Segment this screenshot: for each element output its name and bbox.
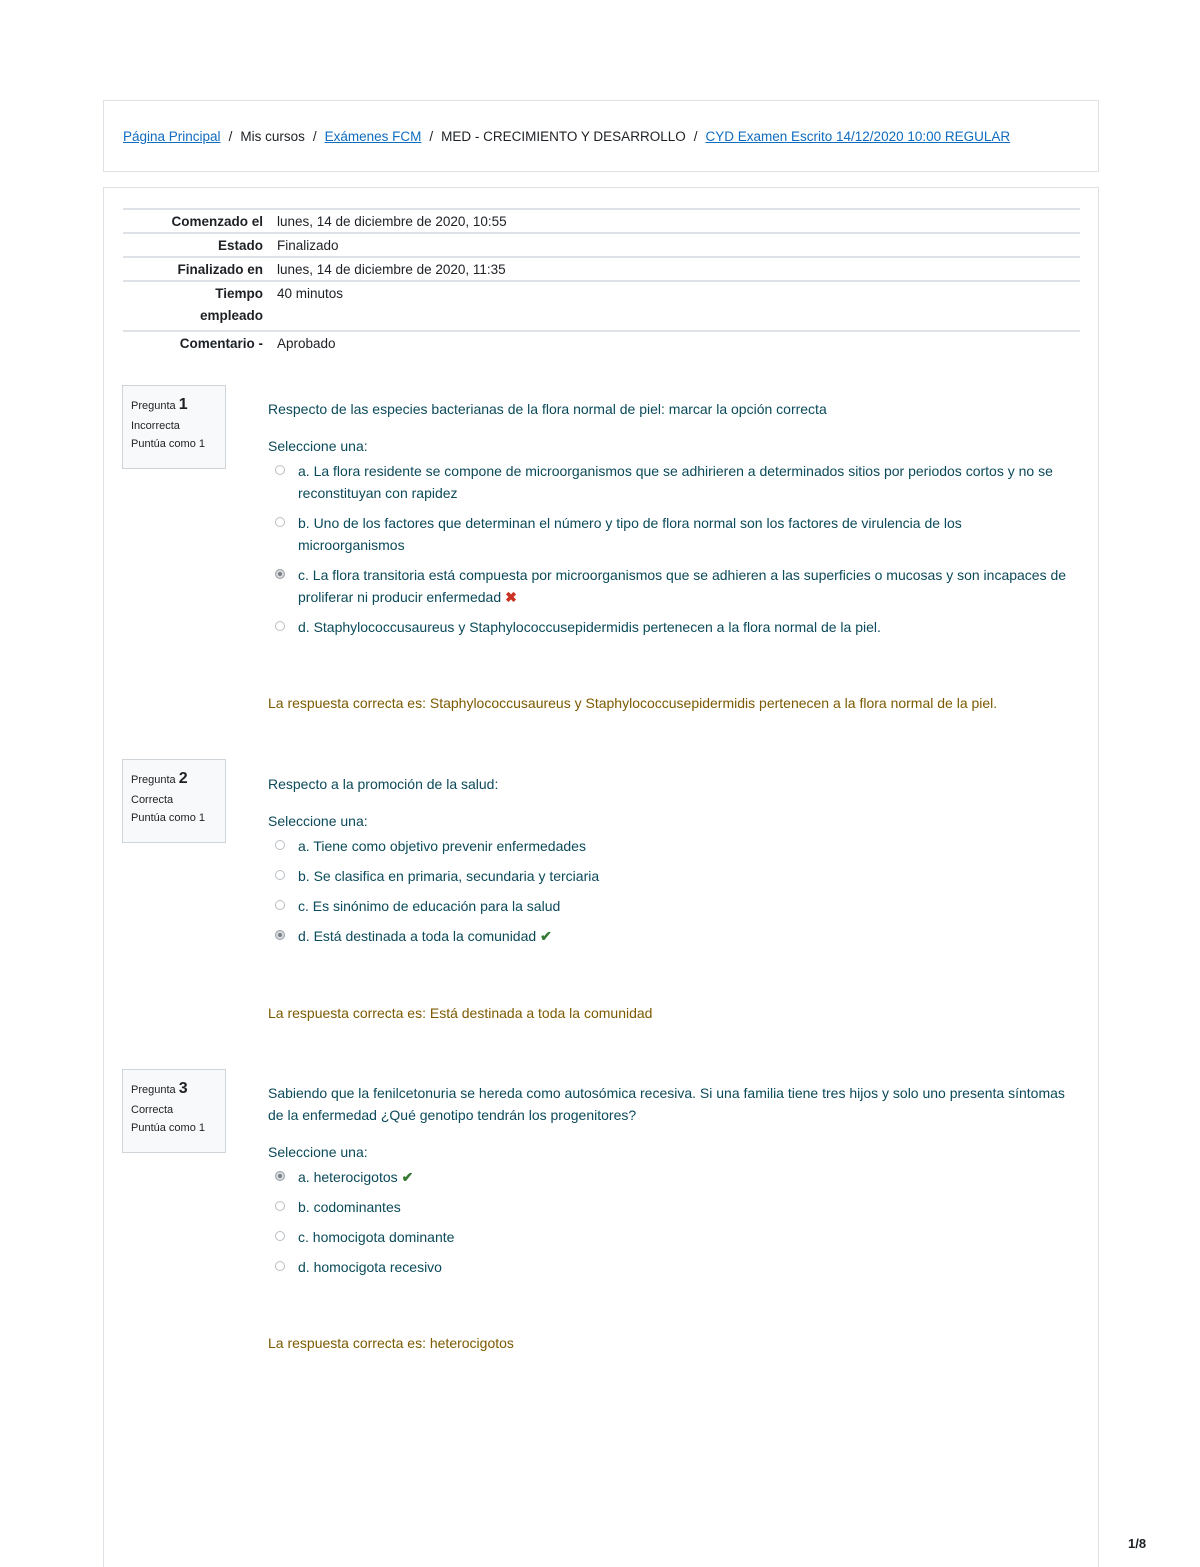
question-3-correct-answer-feedback: La respuesta correcta es: heterocigotos <box>268 1335 514 1351</box>
question-state: Incorrecta <box>131 420 180 432</box>
question-3-info <box>122 1069 226 1153</box>
select-one-prompt: Seleccione una: <box>268 1144 368 1160</box>
radio-button[interactable] <box>275 840 285 850</box>
question-label: Pregunta <box>131 400 176 412</box>
radio-button-selected[interactable] <box>275 930 285 940</box>
radio-button[interactable] <box>275 621 285 631</box>
answer-text: c. Es sinónimo de educación para la salud <box>298 898 561 914</box>
breadcrumb-my-courses: Mis cursos <box>240 129 305 144</box>
breadcrumb-course: MED - CRECIMIENTO Y DESARROLLO <box>441 129 686 144</box>
time-label-line-2: empleado <box>199 308 263 323</box>
comment-label: Comentario - <box>179 336 263 351</box>
question-2-content <box>268 773 1068 955</box>
time-value: 40 minutos <box>277 286 344 301</box>
finished-label: Finalizado en <box>177 262 263 277</box>
summary-row-state <box>123 233 1080 257</box>
breadcrumb-exams-link[interactable]: Exámenes FCM <box>324 129 422 144</box>
answer-text: c. La flora transitoria está compuesta por microorganismos que se adhieren a las superficies o mucosas y son incapaces de proliferar ni producir enfermedad <box>298 567 1067 605</box>
answer-list <box>268 1166 1068 1278</box>
answer-list <box>268 460 1068 638</box>
time-label-line-1: Tiempo <box>215 286 263 301</box>
question-mark: Puntúa como 1 <box>131 438 205 450</box>
radio-button[interactable] <box>275 1261 285 1271</box>
started-value: lunes, 14 de diciembre de 2020, 10:55 <box>277 214 507 229</box>
answer-option-a[interactable] <box>268 1166 1068 1188</box>
question-mark: Puntúa como 1 <box>131 812 205 824</box>
answer-text: d. Está destinada a toda la comunidad <box>298 928 537 944</box>
check-icon: ✔ <box>540 928 552 944</box>
answer-option-c[interactable] <box>268 564 1068 608</box>
radio-button[interactable] <box>275 870 285 880</box>
answer-text: a. La flora residente se compone de microorganismos que se adhirieren a determinados sitios por periodos cortos y no se reconstituyan con rapidez <box>298 463 1053 501</box>
question-number: 1 <box>178 396 188 413</box>
answer-option-b[interactable] <box>268 865 1068 887</box>
answer-text: b. Uno de los factores que determinan el número y tipo de flora normal son los factores de virulencia de los microorganismos <box>298 515 962 553</box>
question-mark: Puntúa como 1 <box>131 1122 205 1134</box>
radio-button[interactable] <box>275 900 285 910</box>
breadcrumb-separator: / <box>429 129 434 144</box>
answer-option-b[interactable] <box>268 1196 1068 1218</box>
answer-option-c[interactable] <box>268 895 1068 917</box>
question-1-content <box>268 398 1068 646</box>
answer-option-c[interactable] <box>268 1226 1068 1248</box>
state-label: Estado <box>217 238 263 253</box>
answer-text: a. Tiene como objetivo prevenir enfermedades <box>298 838 586 854</box>
answer-option-a[interactable] <box>268 460 1068 504</box>
question-number: 3 <box>178 1080 188 1097</box>
state-value: Finalizado <box>277 238 339 253</box>
radio-button[interactable] <box>275 465 285 475</box>
answer-option-d[interactable] <box>268 925 1068 947</box>
breadcrumb <box>123 129 1010 144</box>
question-number: 2 <box>178 770 188 787</box>
radio-button[interactable] <box>275 1201 285 1211</box>
answer-text: d. Staphylococcusaureus y Staphylococcusepidermidis pertenecen a la flora normal de la piel. <box>298 619 881 635</box>
answer-option-a[interactable] <box>268 835 1068 857</box>
breadcrumb-separator: / <box>312 129 317 144</box>
question-text: Respecto a la promoción de la salud: <box>268 776 499 792</box>
started-label: Comenzado el <box>171 214 263 229</box>
answer-text: b. codominantes <box>298 1199 401 1215</box>
breadcrumb-home-link[interactable]: Página Principal <box>123 129 221 144</box>
question-label: Pregunta <box>131 774 176 786</box>
answer-text: a. heterocigotos <box>298 1169 398 1185</box>
question-1-info <box>122 385 226 469</box>
check-icon: ✔ <box>401 1169 414 1185</box>
attempt-summary-table <box>123 208 1080 354</box>
page-number: 1/8 <box>1128 1536 1147 1551</box>
summary-row-finished <box>123 257 1080 281</box>
answer-text: d. homocigota recesivo <box>298 1259 442 1275</box>
summary-row-comment <box>123 331 1080 354</box>
question-text: Sabiendo que la fenilcetonuria se hereda como autosómica recesiva. Si una familia tiene tres hijos y solo uno presenta síntomas de la enfermedad ¿Qué genotipo tendrán los progenitores? <box>268 1085 1065 1123</box>
select-one-prompt: Seleccione una: <box>268 438 368 454</box>
question-1-correct-answer-feedback: La respuesta correcta es: Staphylococcusaureus y Staphylococcusepidermidis pertenecen a la flora normal de la piel. <box>268 695 998 711</box>
cross-icon: ✖ <box>505 589 517 605</box>
time-label <box>123 281 271 331</box>
radio-button-selected[interactable] <box>275 569 285 579</box>
answer-option-d[interactable] <box>268 616 1068 638</box>
radio-button-selected[interactable] <box>275 1171 285 1181</box>
question-2-correct-answer-feedback: La respuesta correcta es: Está destinada a toda la comunidad <box>268 1005 653 1021</box>
question-3-content <box>268 1082 1068 1286</box>
breadcrumb-separator: / <box>693 129 698 144</box>
answer-text: b. Se clasifica en primaria, secundaria y terciaria <box>298 868 600 884</box>
answer-option-d[interactable] <box>268 1256 1068 1278</box>
finished-value: lunes, 14 de diciembre de 2020, 11:35 <box>277 262 506 277</box>
question-label: Pregunta <box>131 1084 176 1096</box>
radio-button[interactable] <box>275 517 285 527</box>
breadcrumb-separator: / <box>228 129 233 144</box>
summary-row-time <box>123 281 1080 331</box>
radio-button[interactable] <box>275 1231 285 1241</box>
breadcrumb-quiz-link[interactable]: CYD Examen Escrito 14/12/2020 10:00 REGULAR <box>705 129 1011 144</box>
answer-option-b[interactable] <box>268 512 1068 556</box>
question-state: Correcta <box>131 1104 174 1116</box>
summary-row-started <box>123 209 1080 233</box>
answer-text: c. homocigota dominante <box>298 1229 455 1245</box>
question-text: Respecto de las especies bacterianas de la flora normal de piel: marcar la opción correcta <box>268 401 827 417</box>
question-2-info <box>122 759 226 843</box>
question-state: Correcta <box>131 794 174 806</box>
comment-value: Aprobado <box>277 336 336 351</box>
select-one-prompt: Seleccione una: <box>268 813 368 829</box>
answer-list <box>268 835 1068 947</box>
